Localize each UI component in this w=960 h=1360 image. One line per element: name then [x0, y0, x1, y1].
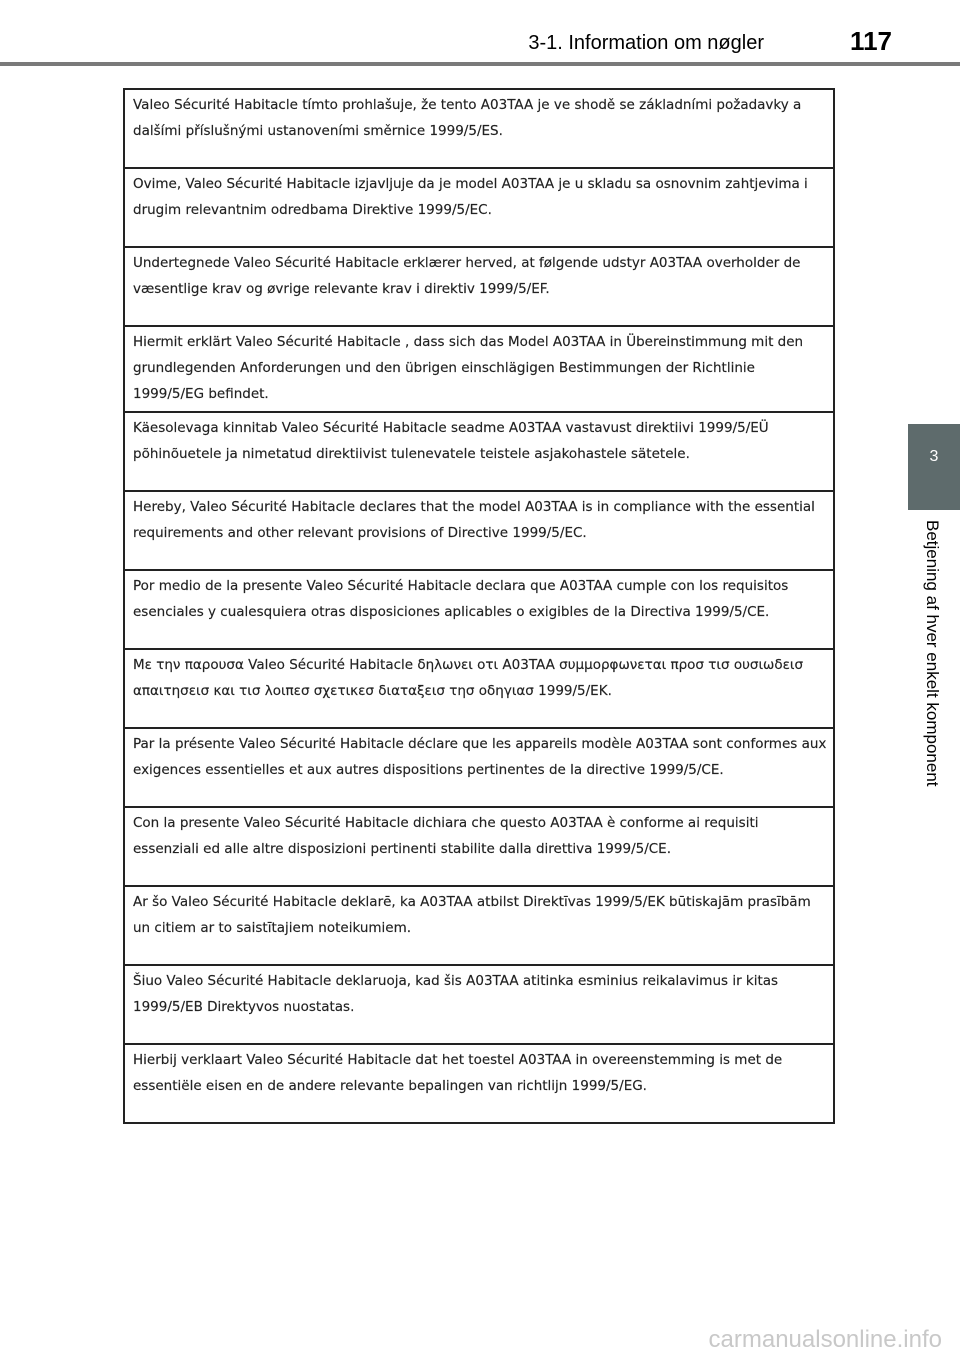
page-header: [0, 0, 960, 64]
table-row: [124, 412, 834, 491]
declaration-cell: Ar šo Valeo Sécurité Habitacle deklarē, ka A03TAA atbilst Direktīvas 1999/5/EK būtiskajām prasībām un citiem ar to saistītajiem noteikumiem.: [124, 886, 834, 965]
table-row: [124, 965, 834, 1044]
table-row: [124, 89, 834, 168]
chapter-tab: [908, 424, 960, 510]
table-row: [124, 168, 834, 247]
table-row: [124, 247, 834, 326]
header-rule: [0, 62, 960, 66]
section-title: 3-1. Information om nøgler: [528, 32, 764, 54]
declaration-cell: Valeo Sécurité Habitacle tímto prohlašuje, že tento A03TAA je ve shodě se základními požadavky a dalšími příslušnými ustanoveními směrnice 1999/5/ES.: [124, 89, 834, 168]
watermark: carmanualsonline.info: [708, 1326, 942, 1353]
chapter-number: 3: [929, 448, 939, 465]
declaration-cell: Par la présente Valeo Sécurité Habitacle déclare que les appareils modèle A03TAA sont conformes aux exigences essentielles et aux autres dispositions pertinentes de la directive 1999/5/CE.: [124, 728, 834, 807]
chapter-label: Betjening af hver enkelt komponent: [923, 520, 942, 787]
declaration-cell: Hiermit erklärt Valeo Sécurité Habitacle , dass sich das Model A03TAA in Übereinstimmung mit den grundlegenden Anforderungen und den übrigen einschlägigen Bestimmungen der Richtlinie 1999/5/EG befindet.: [124, 326, 834, 412]
declaration-cell: Undertegnede Valeo Sécurité Habitacle erklærer herved, at følgende udstyr A03TAA overholder de væsentlige krav og øvrige relevante krav i direktiv 1999/5/EF.: [124, 247, 834, 326]
declaration-cell: Con la presente Valeo Sécurité Habitacle dichiara che questo A03TAA è conforme ai requisiti essenziali ed alle altre disposizioni pertinenti stabilite dalla direttiva 1999/5/CE.: [124, 807, 834, 886]
declaration-cell: Šiuo Valeo Sécurité Habitacle deklaruoja, kad šis A03TAA atitinka esminius reikalavimus ir kitas 1999/5/EB Direktyvos nuostatas.: [124, 965, 834, 1044]
table-row: [124, 1044, 834, 1123]
declaration-cell: Ovime, Valeo Sécurité Habitacle izjavljuje da je model A03TAA je u skladu sa osnovnim zahtjevima i drugim relevantnim odredbama Direktive 1999/5/EC.: [124, 168, 834, 247]
table-row: [124, 649, 834, 728]
declaration-table: [123, 88, 835, 1124]
declaration-cell: Por medio de la presente Valeo Sécurité Habitacle declara que A03TAA cumple con los requisitos esenciales y cualesquiera otras disposiciones aplicables o exigibles de la Directiva 1999/5/CE.: [124, 570, 834, 649]
declaration-cell: Με την παρουσα Valeo Sécurité Habitacle δηλωνει οτι A03TAA συμμορφωνεται προσ τισ ουσιωδεισ απαιτησεισ και τισ λοιπεσ σχετικεσ διαταξεισ τησ οδηγιασ 1999/5/ΕΚ.: [124, 649, 834, 728]
table-row: [124, 886, 834, 965]
declaration-cell: Hereby, Valeo Sécurité Habitacle declares that the model A03TAA is in compliance with the essential requirements and other relevant provisions of Directive 1999/5/EC.: [124, 491, 834, 570]
table-row: [124, 807, 834, 886]
table-row: [124, 326, 834, 412]
table-row: [124, 728, 834, 807]
table-row: [124, 570, 834, 649]
page-number: 117: [850, 26, 892, 56]
declaration-cell: Käesolevaga kinnitab Valeo Sécurité Habitacle seadme A03TAA vastavust direktiivi 1999/5/EÜ põhinõuetele ja nimetatud direktiivist tulenevatele teistele asjakohastele sätetele.: [124, 412, 834, 491]
declaration-cell: Hierbij verklaart Valeo Sécurité Habitacle dat het toestel A03TAA in overeenstemming is met de essentiële eisen en de andere relevante bepalingen van richtlijn 1999/5/EG.: [124, 1044, 834, 1123]
table-row: [124, 491, 834, 570]
